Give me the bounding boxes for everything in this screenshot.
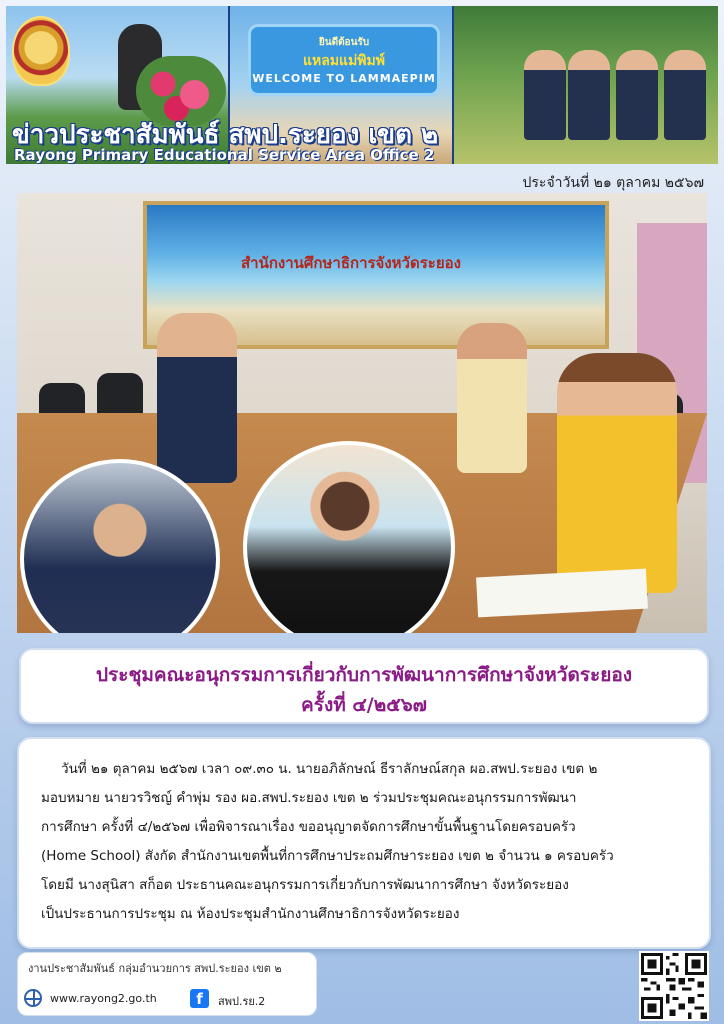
facebook-page-link[interactable]: สพป.รย.2: [218, 995, 266, 1008]
banner-title-english: Rayong Primary Educational Service Area Office 2: [14, 146, 435, 164]
attendee-woman-yellow: [557, 353, 677, 593]
sign-line1: ยินดีต้อนรับ: [318, 37, 370, 48]
footer-contact: [17, 952, 317, 1016]
meeting-photo: [17, 193, 707, 633]
executive-figure: [664, 50, 706, 140]
banner-title-thai: ข่าวประชาสัมพันธ์ สพป.ระยอง เขต ๒: [12, 120, 439, 150]
globe-icon: [24, 989, 42, 1007]
body-line: วันที่ ๒๑ ตุลาคม ๒๕๖๗ เวลา ๐๙.๓๐ น. นายอภิลักษณ์ ธีราลักษณ์สกุล ผอ.สพป.ระยอง เขต ๒: [61, 761, 598, 777]
welcome-sign: [248, 24, 440, 96]
headline-line2: ครั้งที่ ๔/๒๕๖๗: [301, 694, 427, 716]
body-line: โดยมี นางสุนิสา สก็อต ประธานคณะอนุกรรมการเกี่ยวกับการพัฒนาการศึกษา จังหวัดระยอง: [41, 877, 569, 893]
qr-code-icon[interactable]: [639, 951, 709, 1021]
body-line: (Home School) สังกัด สำนักงานเขตพื้นที่การศึกษาประถมศึกษาระยอง เขต ๒ จำนวน ๑ ครอบครัว: [41, 848, 614, 864]
department-label: งานประชาสัมพันธ์ กลุ่มอำนวยการ สพป.ระยอง เขต ๒: [28, 962, 282, 975]
obec-logo: [12, 16, 70, 86]
executive-figure: [524, 50, 566, 140]
sign-line2: แหลมแม่พิมพ์: [303, 53, 385, 69]
body-line: การศึกษา ครั้งที่ ๔/๒๕๖๗ เพื่อพิจารณาเรื่อง ขออนุญาตจัดการศึกษาขั้นพื้นฐานโดยครอบครัว: [41, 819, 576, 835]
header-banner: [6, 6, 718, 164]
attendee-man-right: [457, 323, 527, 473]
date-line: ประจำวันที่ ๒๑ ตุลาคม ๒๕๖๗: [522, 175, 704, 191]
executive-figure: [616, 50, 658, 140]
attendee-man-left: [157, 313, 237, 483]
headline-box: [19, 648, 709, 724]
banner-photo-executives: [454, 6, 718, 164]
sign-line3: WELCOME TO LAMMAEPIM: [252, 72, 436, 85]
news-body: [17, 737, 711, 949]
website-link[interactable]: www.rayong2.go.th: [50, 992, 157, 1005]
body-line: เป็นประธานการประชุม ณ ห้องประชุมสำนักงานศึกษาธิการจังหวัดระยอง: [41, 906, 460, 922]
headline-line1: ประชุมคณะอนุกรรมการเกี่ยวกับการพัฒนาการศึกษาจังหวัดระยอง: [95, 664, 633, 686]
executive-figure: [568, 50, 610, 140]
backdrop-text: สำนักงานศึกษาธิการจังหวัดระยอง: [241, 254, 461, 272]
body-line: มอบหมาย นายวรวิชญ์ คำพุ่ม รอง ผอ.สพป.ระยอง เขต ๒ ร่วมประชุมคณะอนุกรรมการพัฒนา: [41, 790, 577, 806]
facebook-icon[interactable]: f: [190, 989, 209, 1008]
qr-code-graphic: [641, 953, 707, 1019]
